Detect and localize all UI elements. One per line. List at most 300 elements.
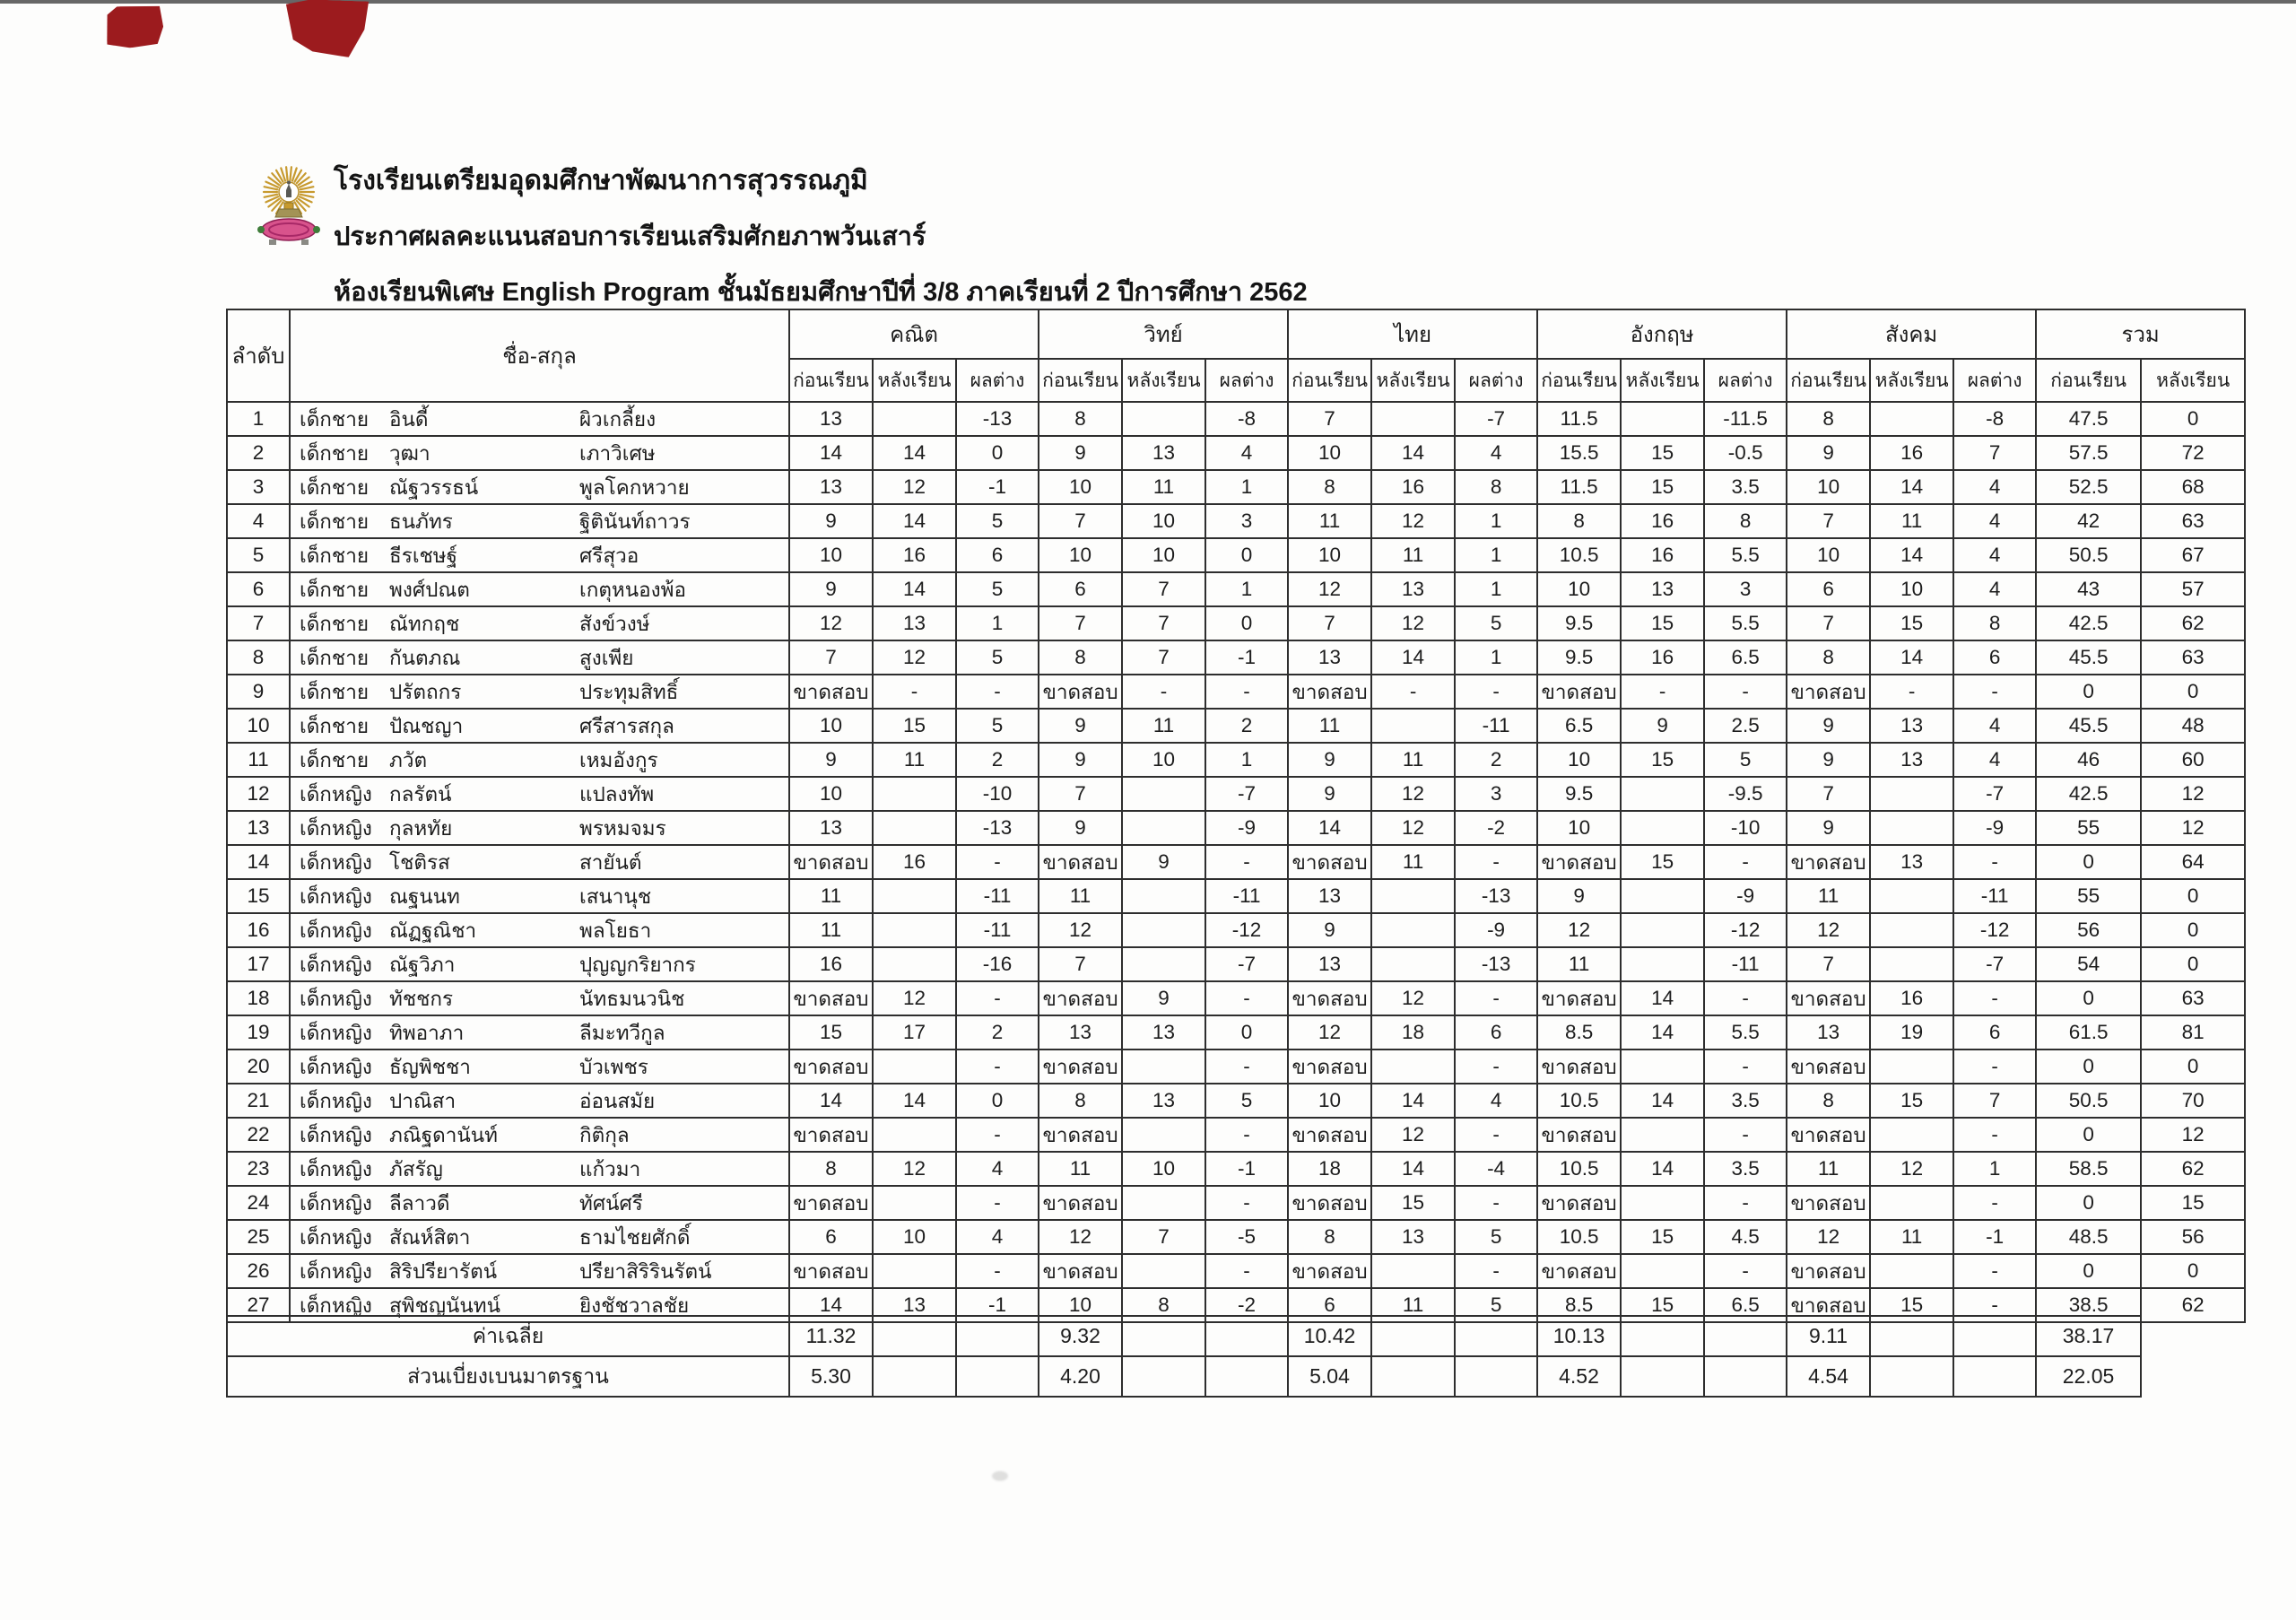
score-cell: 9 — [1039, 811, 1122, 845]
score-cell: 15 — [1621, 606, 1704, 640]
score-cell: - — [1455, 1254, 1537, 1288]
score-cell: 63 — [2141, 640, 2245, 675]
score-cell — [1122, 879, 1205, 913]
score-cell: 12 — [1787, 1220, 1870, 1254]
score-cell — [1870, 913, 1953, 947]
student-last-name: สูงเพีย — [579, 647, 634, 669]
student-first-name: ณฐนนท — [389, 885, 460, 908]
score-cell: 10 — [1122, 743, 1205, 777]
score-cell: 6 — [1953, 1015, 2036, 1050]
score-cell: -13 — [956, 811, 1039, 845]
summary-total-cell: 22.05 — [2036, 1356, 2141, 1397]
score-cell: 81 — [2141, 1015, 2245, 1050]
score-cell: 16 — [1870, 981, 1953, 1015]
student-first-name: ทัชชกร — [389, 988, 454, 1010]
score-cell: 14 — [1288, 811, 1371, 845]
score-cell — [1371, 913, 1455, 947]
score-cell: 67 — [2141, 538, 2245, 572]
score-cell: - — [956, 981, 1039, 1015]
score-cell: 13 — [1122, 1015, 1205, 1050]
student-prefix: เด็กชาย — [300, 749, 370, 771]
score-cell: 11 — [1371, 845, 1455, 879]
student-last-name: เภาวิเศษ — [579, 442, 656, 465]
score-cell: - — [1122, 675, 1205, 709]
score-cell: - — [1704, 1186, 1787, 1220]
score-cell: 7 — [1039, 606, 1122, 640]
score-cell: 13 — [1870, 709, 1953, 743]
score-cell: - — [1205, 1118, 1288, 1152]
sub-header-cell: ก่อนเรียน — [1787, 359, 1870, 402]
score-cell: 11.5 — [1537, 402, 1621, 436]
student-last-name: ปุญญกริยากร — [579, 954, 696, 976]
score-cell: -12 — [1205, 913, 1288, 947]
table-row — [227, 1220, 2245, 1254]
score-cell: - — [1704, 1050, 1787, 1084]
score-cell: -9 — [1455, 913, 1537, 947]
score-cell: 54 — [2036, 947, 2141, 981]
row-number: 18 — [227, 981, 290, 1015]
score-cell: -12 — [1953, 913, 2036, 947]
score-cell: - — [1455, 675, 1537, 709]
score-cell: 61.5 — [2036, 1015, 2141, 1050]
score-cell — [1621, 879, 1704, 913]
score-cell: 9 — [1122, 981, 1205, 1015]
student-last-name: เกตุหนองพ้อ — [579, 579, 686, 601]
score-cell: 13 — [1122, 1084, 1205, 1118]
score-cell: - — [1953, 1050, 2036, 1084]
student-last-name: นัทธมนวนิช — [579, 988, 685, 1010]
score-cell: - — [1704, 845, 1787, 879]
score-cell: ขาดสอบ — [789, 675, 873, 709]
student-first-name: ณัทกฤช — [389, 613, 460, 635]
score-cell: - — [1953, 1288, 2036, 1322]
score-cell — [873, 879, 956, 913]
score-cell: -11.5 — [1704, 402, 1787, 436]
student-name-cell — [290, 1050, 789, 1084]
score-cell — [1870, 947, 1953, 981]
score-cell — [1122, 811, 1205, 845]
score-cell: ขาดสอบ — [1039, 1254, 1122, 1288]
score-cell — [873, 1254, 956, 1288]
score-cell: 3.5 — [1704, 470, 1787, 504]
score-cell: 1 — [1953, 1152, 2036, 1186]
score-cell: ขาดสอบ — [789, 981, 873, 1015]
score-cell: 6 — [1455, 1015, 1537, 1050]
score-cell: - — [956, 1118, 1039, 1152]
score-cell: 12 — [1039, 1220, 1122, 1254]
score-cell: 10 — [1537, 811, 1621, 845]
score-cell: 43 — [2036, 572, 2141, 606]
score-cell: 4 — [1205, 436, 1288, 470]
row-number: 4 — [227, 504, 290, 538]
score-cell: 9 — [1039, 436, 1122, 470]
student-first-name: ภัสรัญ — [389, 1158, 443, 1180]
score-cell: 14 — [1870, 640, 1953, 675]
score-cell: 57.5 — [2036, 436, 2141, 470]
score-cell: 14 — [873, 1084, 956, 1118]
score-cell: 3.5 — [1704, 1084, 1787, 1118]
score-cell: 13 — [1288, 879, 1371, 913]
score-cell: ขาดสอบ — [1787, 845, 1870, 879]
row-number: 27 — [227, 1288, 290, 1322]
score-cell: ขาดสอบ — [1288, 1186, 1371, 1220]
row-number: 19 — [227, 1015, 290, 1050]
score-cell: 11 — [1039, 879, 1122, 913]
summary-empty-cell — [1621, 1316, 1704, 1356]
score-cell — [1371, 1050, 1455, 1084]
summary-value-cell: 4.20 — [1039, 1356, 1122, 1397]
student-name-cell — [290, 879, 789, 913]
score-cell: 13 — [789, 811, 873, 845]
student-first-name: อินดี้ — [389, 408, 429, 431]
score-cell: 15 — [1371, 1186, 1455, 1220]
table-row — [227, 504, 2245, 538]
score-cell: 9 — [1787, 743, 1870, 777]
row-number: 7 — [227, 606, 290, 640]
table-row — [227, 743, 2245, 777]
score-cell — [1621, 811, 1704, 845]
score-cell: 4 — [1455, 1084, 1537, 1118]
score-cell: - — [1371, 675, 1455, 709]
sub-header-cell: ก่อนเรียน — [1537, 359, 1621, 402]
score-cell: 18 — [1371, 1015, 1455, 1050]
table-row — [227, 1118, 2245, 1152]
score-cell: 0 — [2141, 947, 2245, 981]
student-prefix: เด็กหญิง — [300, 817, 372, 840]
score-cell: 9 — [789, 572, 873, 606]
score-table-body — [227, 402, 2245, 1322]
student-prefix: เด็กชาย — [300, 476, 370, 499]
score-cell: 7 — [1288, 402, 1371, 436]
score-cell: -9.5 — [1704, 777, 1787, 811]
score-cell: 1 — [1205, 470, 1288, 504]
score-cell: 9 — [1122, 845, 1205, 879]
score-cell: 13 — [1621, 572, 1704, 606]
table-row — [227, 538, 2245, 572]
summary-value-cell: 10.13 — [1537, 1316, 1621, 1356]
score-cell: 13 — [1122, 436, 1205, 470]
score-cell: 0 — [2036, 981, 2141, 1015]
sub-header-cell: ผลต่าง — [1704, 359, 1787, 402]
col-header-total: รวม — [2036, 309, 2245, 359]
sub-header-cell: หลังเรียน — [1621, 359, 1704, 402]
summary-empty-cell — [873, 1356, 956, 1397]
score-cell: 0 — [1205, 538, 1288, 572]
score-cell: 4 — [1953, 504, 2036, 538]
score-cell: - — [1455, 981, 1537, 1015]
score-cell: 9.5 — [1537, 640, 1621, 675]
score-cell: 8 — [1953, 606, 2036, 640]
score-cell: - — [1953, 1118, 2036, 1152]
student-prefix: เด็กชาย — [300, 681, 370, 703]
row-number: 25 — [227, 1220, 290, 1254]
summary-value-cell: 11.32 — [789, 1316, 873, 1356]
score-cell — [873, 402, 956, 436]
table-row — [227, 470, 2245, 504]
score-cell: - — [1205, 1186, 1288, 1220]
score-cell: 8 — [789, 1152, 873, 1186]
score-cell — [873, 1186, 956, 1220]
score-cell — [1122, 1186, 1205, 1220]
score-cell: 15 — [1870, 1084, 1953, 1118]
score-cell: - — [1870, 675, 1953, 709]
col-header-no: ลำดับ — [227, 309, 290, 402]
student-name-cell — [290, 777, 789, 811]
student-last-name: ผิวเกลี้ยง — [579, 408, 657, 431]
score-cell: -1 — [1205, 1152, 1288, 1186]
score-cell: 19 — [1870, 1015, 1953, 1050]
score-cell: ขาดสอบ — [789, 845, 873, 879]
score-cell: 11 — [1870, 1220, 1953, 1254]
school-name: โรงเรียนเตรียมอุดมศึกษาพัฒนาการสุวรรณภูมิ — [334, 166, 868, 196]
student-last-name: ประทุมสิทธิ์ — [579, 681, 679, 703]
score-cell: -1 — [1205, 640, 1288, 675]
student-prefix: เด็กชาย — [300, 442, 370, 465]
score-cell: 5 — [956, 640, 1039, 675]
score-cell: 8.5 — [1537, 1288, 1621, 1322]
score-cell: 13 — [873, 606, 956, 640]
score-cell — [873, 777, 956, 811]
student-last-name: พลโยธา — [579, 919, 652, 942]
student-name-cell — [290, 1254, 789, 1288]
score-cell: 12 — [1288, 572, 1371, 606]
score-cell: -10 — [1704, 811, 1787, 845]
score-cell: - — [1455, 845, 1537, 879]
score-cell: 9 — [1537, 879, 1621, 913]
score-cell: 8 — [1537, 504, 1621, 538]
sub-header-cell: ก่อนเรียน — [1288, 359, 1371, 402]
score-cell: 12 — [1371, 981, 1455, 1015]
student-prefix: เด็กชาย — [300, 408, 370, 431]
score-cell: - — [1704, 1254, 1787, 1288]
score-cell: 12 — [1371, 504, 1455, 538]
score-cell: 48 — [2141, 709, 2245, 743]
student-last-name: เสนานุช — [579, 885, 652, 908]
score-cell: 8 — [1704, 504, 1787, 538]
score-cell: 9 — [1039, 743, 1122, 777]
score-cell: 0 — [1205, 1015, 1288, 1050]
score-cell: 8 — [1787, 402, 1870, 436]
score-cell: 12 — [873, 981, 956, 1015]
score-cell: 46 — [2036, 743, 2141, 777]
score-cell: 8 — [1787, 1084, 1870, 1118]
score-cell: - — [1205, 1050, 1288, 1084]
score-cell: ขาดสอบ — [1288, 981, 1371, 1015]
score-cell: 2 — [956, 1015, 1039, 1050]
score-cell: - — [956, 1254, 1039, 1288]
score-cell: 50.5 — [2036, 538, 2141, 572]
score-cell — [1621, 1186, 1704, 1220]
score-cell: 11.5 — [1537, 470, 1621, 504]
row-number: 6 — [227, 572, 290, 606]
score-cell: ขาดสอบ — [1537, 1050, 1621, 1084]
score-cell: 68 — [2141, 470, 2245, 504]
score-cell: ขาดสอบ — [1039, 845, 1122, 879]
score-cell: -2 — [1455, 811, 1537, 845]
score-cell — [1621, 1118, 1704, 1152]
score-cell: 14 — [1371, 1084, 1455, 1118]
score-cell: ขาดสอบ — [1787, 1288, 1870, 1322]
score-cell: 5 — [956, 709, 1039, 743]
score-cell: -11 — [1953, 879, 2036, 913]
score-cell: 45.5 — [2036, 640, 2141, 675]
score-cell: 7 — [1122, 606, 1205, 640]
summary-table-body — [227, 1316, 2141, 1397]
sub-header-cell: หลังเรียน — [1870, 359, 1953, 402]
student-prefix: เด็กหญิง — [300, 1022, 372, 1044]
student-prefix: เด็กหญิง — [300, 1192, 372, 1215]
score-cell: -7 — [1953, 947, 2036, 981]
score-cell: 11 — [1288, 709, 1371, 743]
score-cell: 8 — [1288, 470, 1371, 504]
score-cell — [873, 947, 956, 981]
student-name-cell — [290, 709, 789, 743]
score-cell: 70 — [2141, 1084, 2245, 1118]
score-cell: 0 — [2141, 675, 2245, 709]
score-cell: 13 — [1288, 640, 1371, 675]
student-first-name: ธัญพิชชา — [389, 1056, 471, 1078]
table-row — [227, 1152, 2245, 1186]
score-cell: 11 — [1870, 504, 1953, 538]
score-cell: 47.5 — [2036, 402, 2141, 436]
header-row-subjects — [227, 309, 2245, 359]
score-cell: 4 — [1953, 743, 2036, 777]
score-cell: -8 — [1205, 402, 1288, 436]
score-cell: 8 — [1288, 1220, 1371, 1254]
score-cell: 12 — [2141, 777, 2245, 811]
student-name-cell — [290, 811, 789, 845]
student-prefix: เด็กหญิง — [300, 1260, 372, 1283]
score-cell: 6 — [1787, 572, 1870, 606]
student-last-name: บัวเพชร — [579, 1056, 648, 1078]
score-cell: 15 — [1621, 1220, 1704, 1254]
score-cell — [1870, 1254, 1953, 1288]
student-last-name: สายันต์ — [579, 851, 642, 874]
score-cell: ขาดสอบ — [1787, 1254, 1870, 1288]
score-cell: - — [956, 845, 1039, 879]
summary-total-cell: 38.17 — [2036, 1316, 2141, 1356]
score-cell: -1 — [956, 1288, 1039, 1322]
score-cell: 10 — [789, 538, 873, 572]
score-cell: ขาดสอบ — [789, 1186, 873, 1220]
score-cell — [873, 1118, 956, 1152]
student-first-name: สัณห์สิตา — [389, 1226, 471, 1249]
student-name-cell — [290, 1015, 789, 1050]
row-number: 5 — [227, 538, 290, 572]
score-cell: - — [1953, 981, 2036, 1015]
class-info: ห้องเรียนพิเศษ English Program ชั้นมัธยมศึกษาปีที่ 3/8 ภาคเรียนที่ 2 ปีการศึกษา 2562 — [334, 278, 1308, 307]
student-prefix: เด็กหญิง — [300, 919, 372, 942]
summary-value-cell: 4.54 — [1787, 1356, 1870, 1397]
score-cell: 16 — [873, 538, 956, 572]
score-cell: 12 — [789, 606, 873, 640]
score-cell: 7 — [789, 640, 873, 675]
score-cell: 4 — [1953, 709, 2036, 743]
sub-header-cell: หลังเรียน — [873, 359, 956, 402]
score-cell: - — [1455, 1186, 1537, 1220]
score-cell: 15 — [1621, 845, 1704, 879]
score-cell: 9 — [1621, 709, 1704, 743]
summary-value-cell: 9.11 — [1787, 1316, 1870, 1356]
summary-empty-cell — [873, 1316, 956, 1356]
score-cell: 13 — [1870, 743, 1953, 777]
student-first-name: ธนภัทร — [389, 510, 453, 533]
score-cell: 6 — [1288, 1288, 1371, 1322]
sub-header-cell: ผลต่าง — [1953, 359, 2036, 402]
score-cell: -11 — [956, 879, 1039, 913]
school-emblem-logo — [255, 154, 323, 258]
row-number: 1 — [227, 402, 290, 436]
score-cell: 0 — [2036, 1186, 2141, 1220]
student-last-name: ฐิตินันท์ถาวร — [579, 510, 691, 533]
score-cell: 48.5 — [2036, 1220, 2141, 1254]
score-cell: - — [1455, 1118, 1537, 1152]
student-name-cell — [290, 845, 789, 879]
student-prefix: เด็กหญิง — [300, 1226, 372, 1249]
score-cell: - — [1205, 845, 1288, 879]
student-first-name: ทิพอาภา — [389, 1022, 465, 1044]
score-cell: 10 — [1039, 470, 1122, 504]
score-cell: 6.5 — [1704, 640, 1787, 675]
score-cell: 16 — [1621, 640, 1704, 675]
col-header-english: อังกฤษ — [1537, 309, 1787, 359]
score-cell: 4.5 — [1704, 1220, 1787, 1254]
student-first-name: ธีรเชษฐ์ — [389, 544, 458, 567]
score-cell: - — [956, 1186, 1039, 1220]
score-cell: 12 — [1371, 606, 1455, 640]
score-cell: 0 — [2141, 879, 2245, 913]
score-cell — [1621, 1050, 1704, 1084]
score-cell: 6 — [1039, 572, 1122, 606]
score-cell: 14 — [1870, 470, 1953, 504]
score-cell: 10 — [1288, 436, 1371, 470]
score-cell: -0.5 — [1704, 436, 1787, 470]
score-cell: - — [1205, 981, 1288, 1015]
score-cell: -13 — [1455, 947, 1537, 981]
score-cell: ขาดสอบ — [789, 1254, 873, 1288]
score-cell: 12 — [2141, 1118, 2245, 1152]
score-cell: ขาดสอบ — [1288, 1254, 1371, 1288]
table-row — [227, 709, 2245, 743]
score-cell: ขาดสอบ — [1537, 1186, 1621, 1220]
student-first-name: ปาณิสา — [389, 1090, 457, 1112]
score-cell: 15 — [1621, 436, 1704, 470]
summary-empty-cell — [1704, 1316, 1787, 1356]
score-cell: 5.5 — [1704, 606, 1787, 640]
score-cell: 13 — [1787, 1015, 1870, 1050]
score-cell: ขาดสอบ — [1537, 845, 1621, 879]
student-name-cell — [290, 743, 789, 777]
student-name-cell — [290, 470, 789, 504]
score-cell: 2 — [1205, 709, 1288, 743]
score-cell: 57 — [2141, 572, 2245, 606]
score-cell: - — [1621, 675, 1704, 709]
score-cell: 16 — [1621, 538, 1704, 572]
row-number: 20 — [227, 1050, 290, 1084]
score-cell — [1621, 402, 1704, 436]
score-cell: 2 — [1455, 743, 1537, 777]
score-cell — [1870, 1118, 1953, 1152]
score-cell: 7 — [1039, 504, 1122, 538]
score-cell: ขาดสอบ — [1787, 1186, 1870, 1220]
score-cell: -7 — [1205, 777, 1288, 811]
score-cell: 16 — [1371, 470, 1455, 504]
score-cell — [1870, 402, 1953, 436]
score-cell: ขาดสอบ — [1787, 1050, 1870, 1084]
table-row — [227, 879, 2245, 913]
score-cell: 8 — [1122, 1288, 1205, 1322]
summary-empty-cell — [1371, 1316, 1455, 1356]
